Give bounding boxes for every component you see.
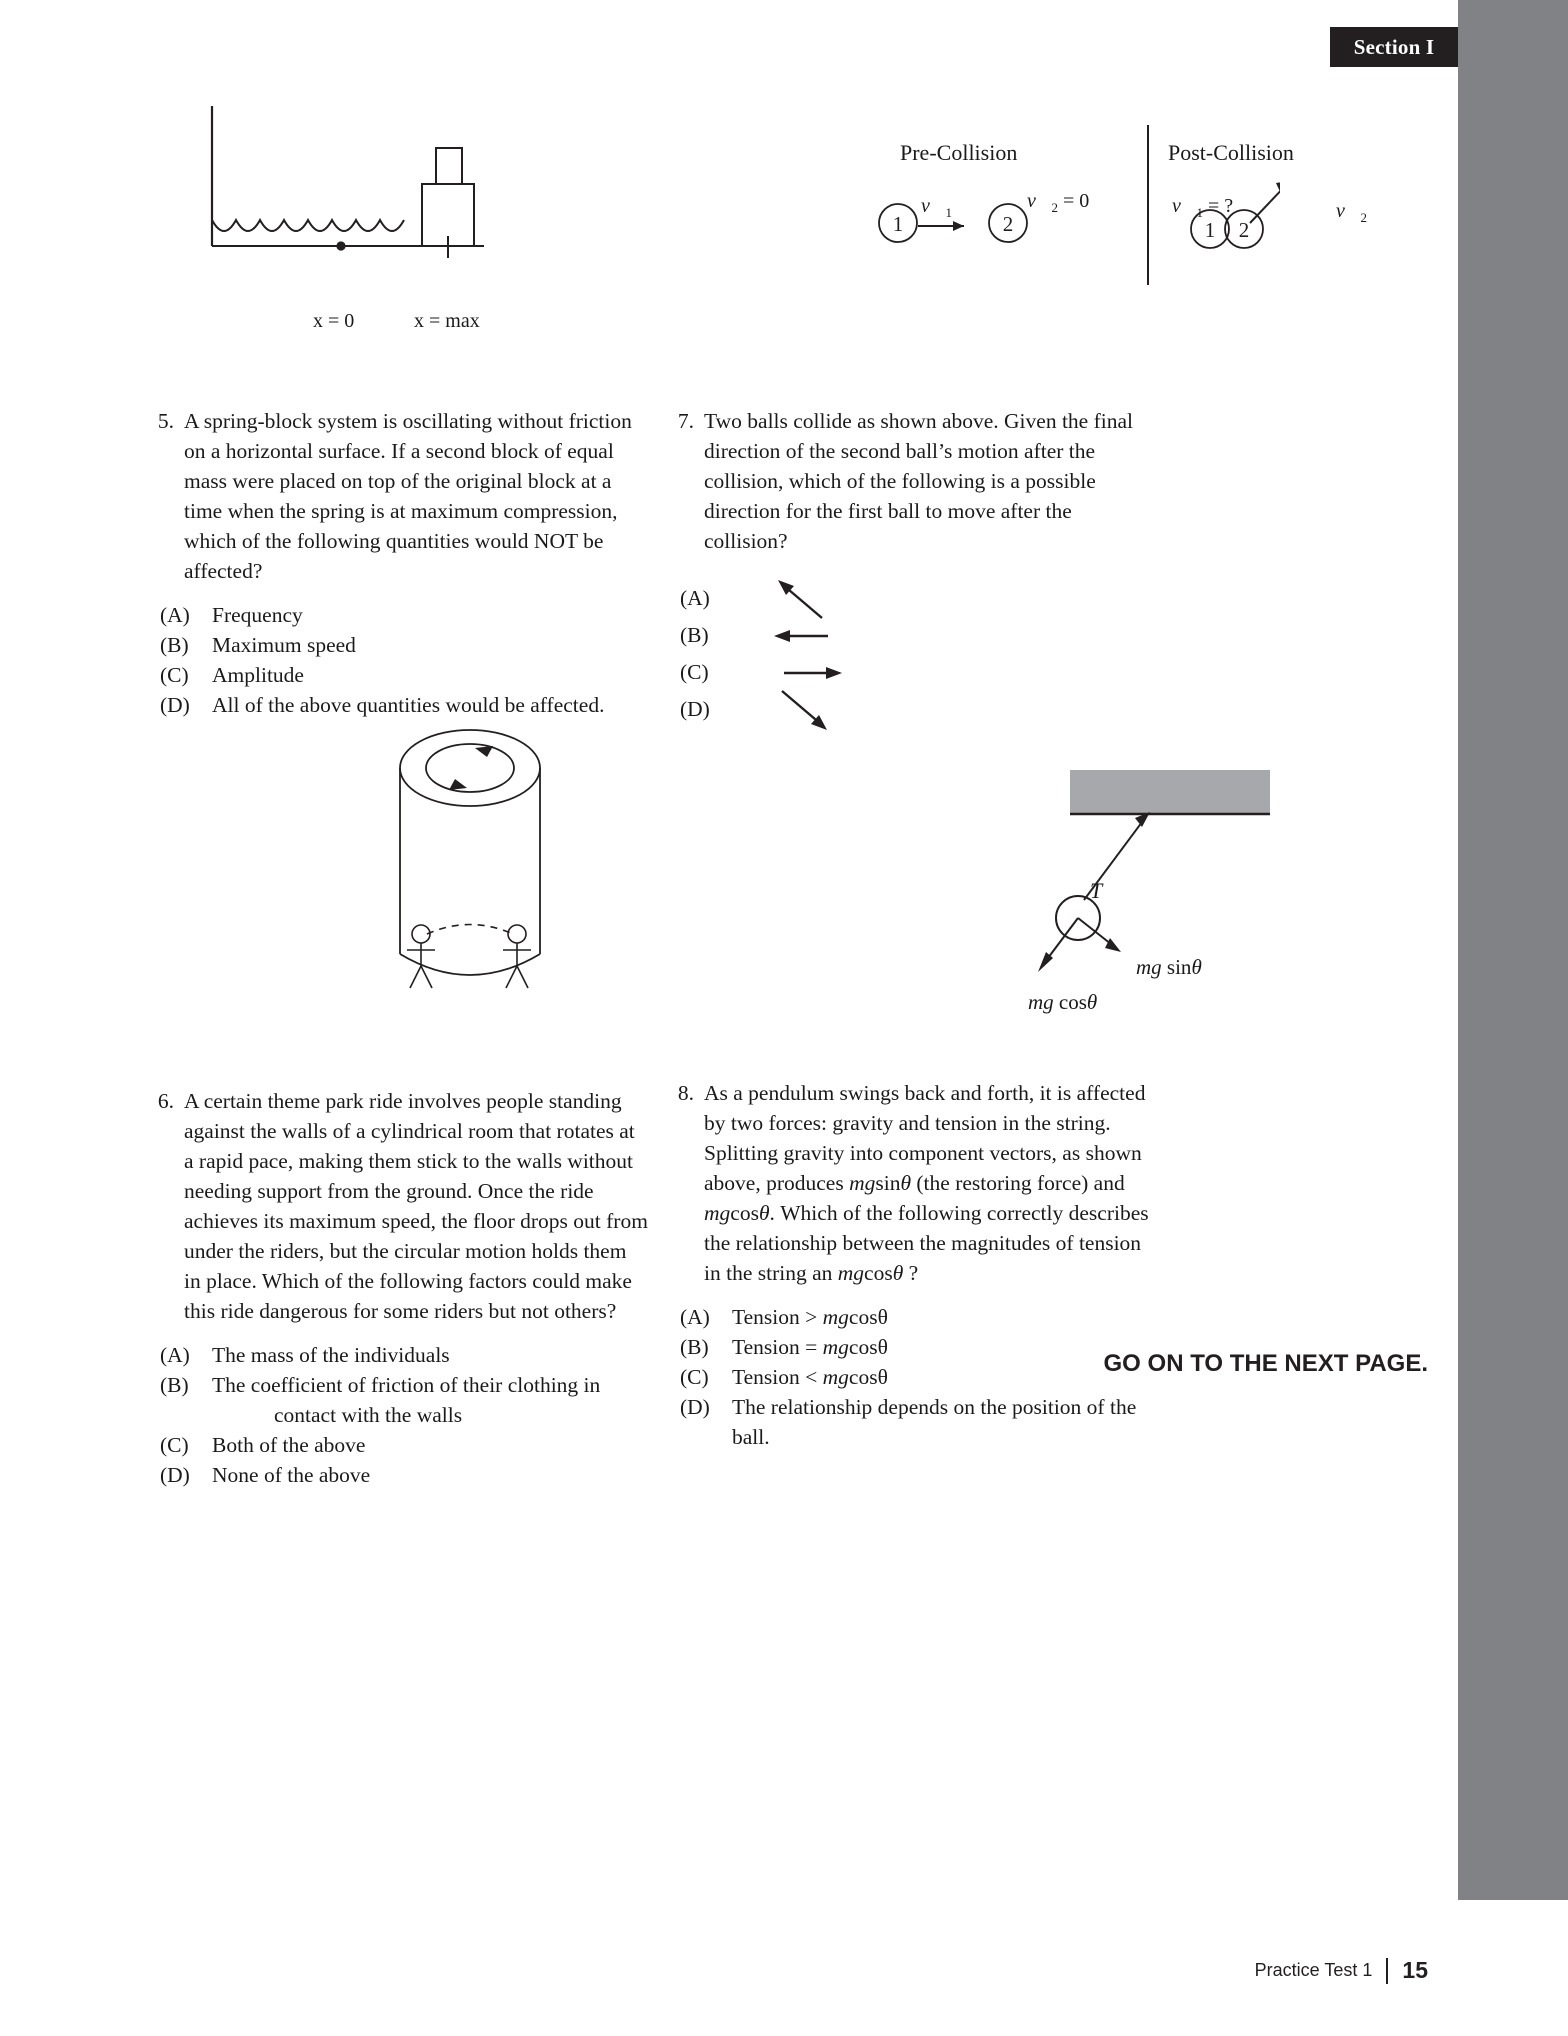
choice-8-c-mi: mg (822, 1365, 849, 1389)
pendulum-label-tension: T (1090, 878, 1103, 903)
page-footer (1255, 1957, 1428, 1984)
svg-text:2: 2 (1002, 212, 1014, 236)
question-5-number: 5. (157, 409, 174, 433)
choice-5-d-text: All of the above quantities would be affected. (212, 693, 605, 717)
svg-text:1: 1 (1204, 218, 1216, 242)
section-tab: Section I (1330, 27, 1458, 67)
choice-6-b-line2: contact with the walls (274, 1403, 463, 1427)
svg-text:2: 2 (1238, 218, 1250, 242)
choice-8-a[interactable] (658, 1302, 1158, 1332)
page-edge-bleed-bar (1458, 0, 1568, 1900)
choice-6-b[interactable] (138, 1370, 648, 1430)
q8-theta-1: θ (900, 1171, 912, 1195)
choice-8-a-pre: Tension > (732, 1305, 823, 1329)
choice-8-c-text (732, 1362, 1158, 1392)
choice-6-c-text: Both of the above (212, 1433, 366, 1457)
choice-8-d-label: (D) (680, 1395, 710, 1419)
choice-5-a[interactable] (138, 600, 648, 630)
choice-8-b-label: (B) (680, 1335, 709, 1359)
arrow-right-icon (732, 658, 852, 688)
spring-label-x-max: x = max (414, 310, 480, 332)
choice-8-b-mi: mg (822, 1335, 849, 1359)
q8-part-1: As a pendulum swings back and forth, it is affected by two forces: gravity and tension in the string. Splitting gravity into component vectors, as shown above, produces (704, 1081, 1146, 1195)
question-6-choices (138, 1340, 648, 1490)
collision-post-label: Post-Collision (1168, 140, 1294, 165)
choice-7-a-label: (A) (680, 586, 710, 610)
figure-rotating-cylinder-ride (395, 726, 545, 996)
page-number: 15 (1402, 1957, 1428, 1983)
question-8-number: 8. (677, 1081, 694, 1105)
choice-6-a-text: The mass of the individuals (212, 1343, 450, 1367)
choice-8-a-text (732, 1302, 1158, 1332)
choice-7-d[interactable] (658, 691, 1158, 728)
question-7-text: Two balls collide as shown above. Given the final direction of the second ball’s motion after the collision, which of the following is a possible direction for the first ball to move after the collision? (704, 409, 1133, 553)
choice-5-b-label: (B) (160, 633, 189, 657)
question-7-number: 7. (677, 409, 694, 433)
choice-8-b-text (732, 1332, 1158, 1362)
choice-8-c-label: (C) (680, 1365, 709, 1389)
question-5 (138, 406, 648, 720)
choice-6-b-label: (B) (160, 1373, 189, 1397)
choice-8-b-post: cosθ (848, 1335, 888, 1359)
collision-label-pre-v1: $v⃗_1$ (921, 195, 952, 220)
choice-8-c-post: cosθ (848, 1365, 888, 1389)
choice-6-a-label: (A) (160, 1343, 190, 1367)
choice-5-d-label: (D) (160, 693, 190, 717)
q8-part-5: . Which of the following correctly describes the relationship between the magnitudes of tension in the string an (704, 1201, 1149, 1285)
choice-5-d[interactable] (138, 690, 648, 720)
choice-8-b[interactable] (658, 1332, 1158, 1362)
question-5-text: A spring-block system is oscillating without friction on a horizontal surface. If a second block of equal mass were placed on top of the original block at a time when the spring is at maximum compression, which of the following quantities would NOT be affected? (184, 409, 632, 583)
choice-8-b-pre: Tension = (732, 1335, 823, 1359)
choice-8-a-post: cosθ (848, 1305, 888, 1329)
figure-spring-block (200, 100, 500, 260)
arrow-left-icon (732, 621, 842, 651)
q8-cos-1: cos (730, 1201, 759, 1225)
q8-part-7: ? (903, 1261, 919, 1285)
choice-5-c[interactable] (138, 660, 648, 690)
choice-5-c-label: (C) (160, 663, 189, 687)
collision-pre-label: Pre-Collision (900, 140, 1018, 165)
q8-cos-2: cos (864, 1261, 893, 1285)
question-8-choices (658, 1302, 1158, 1452)
choice-5-a-text: Frequency (212, 603, 303, 627)
choice-8-c[interactable] (658, 1362, 1158, 1392)
choice-6-d-label: (D) (160, 1463, 190, 1487)
choice-7-c-label: (C) (680, 660, 709, 684)
choice-8-d-text: The relationship depends on the position of the ball. (732, 1395, 1137, 1449)
choice-8-a-mi: mg (822, 1305, 849, 1329)
question-5-choices (138, 600, 648, 720)
q8-mg-3: mg (837, 1261, 865, 1285)
pendulum-label-mg-cos: mg cosθ (1028, 990, 1098, 1014)
choice-8-a-label: (A) (680, 1305, 710, 1329)
q8-theta-2: θ (758, 1201, 770, 1225)
choice-6-d[interactable] (138, 1460, 648, 1490)
practice-test-label: Practice Test 1 (1254, 1960, 1373, 1980)
collision-label-post-v1: $v⃗_1$ = ? (1172, 195, 1234, 220)
spring-label-x-zero: x = 0 (313, 310, 355, 332)
arrow-up-left-icon (732, 574, 842, 624)
choice-6-b-text (212, 1370, 648, 1430)
choice-5-a-label: (A) (160, 603, 190, 627)
question-6-number: 6. (157, 1089, 174, 1113)
footer-divider (1386, 1958, 1388, 1984)
choice-6-c-label: (C) (160, 1433, 189, 1457)
question-6 (138, 1086, 648, 1490)
pendulum-label-mg-sin: mg sinθ (1136, 955, 1202, 979)
choice-5-b-text: Maximum speed (212, 633, 356, 657)
q8-sin: sin (875, 1171, 901, 1195)
question-7-choices (658, 580, 1158, 728)
q8-part-3: (the restoring force) and (911, 1171, 1125, 1195)
q8-mg-1: mg (849, 1171, 876, 1195)
choice-8-c-pre: Tension < (732, 1365, 823, 1389)
question-6-text: A certain theme park ride involves people standing against the walls of a cylindrical room that rotates at a rapid pace, making them stick to the walls without needing support from the ground. Once the ride achieves its maximum speed, the floor drops out from under the riders, but the circular motion holds them in place. Which of the following factors could make this ride dangerous for some riders but not others? (184, 1089, 648, 1323)
choice-5-c-text: Amplitude (212, 663, 304, 687)
svg-text:1: 1 (892, 212, 904, 236)
choice-6-c[interactable] (138, 1430, 648, 1460)
choice-6-d-text: None of the above (212, 1463, 371, 1487)
question-8 (658, 1078, 1158, 1452)
choice-8-d[interactable] (658, 1392, 1158, 1452)
q8-mg-2: mg (704, 1201, 731, 1225)
choice-7-b-label: (B) (680, 623, 709, 647)
choice-6-a[interactable] (138, 1340, 648, 1370)
question-7 (658, 406, 1158, 728)
choice-7-d-label: (D) (680, 697, 710, 721)
choice-7-a[interactable] (658, 580, 1158, 617)
question-8-text (704, 1078, 1158, 1288)
choice-6-b-line1: The coefficient of friction of their clothing in (212, 1373, 601, 1397)
collision-label-pre-v2: $v⃗_2 = 0$ (1027, 190, 1090, 215)
go-on-next-page-notice: GO ON TO THE NEXT PAGE. (1103, 1350, 1428, 1377)
arrow-down-right-icon (732, 685, 842, 735)
choice-5-b[interactable] (138, 630, 648, 660)
q8-theta-3: θ (892, 1261, 904, 1285)
choice-7-b[interactable] (658, 617, 1158, 654)
collision-label-post-v2: $v⃗_2$ (1336, 200, 1367, 225)
